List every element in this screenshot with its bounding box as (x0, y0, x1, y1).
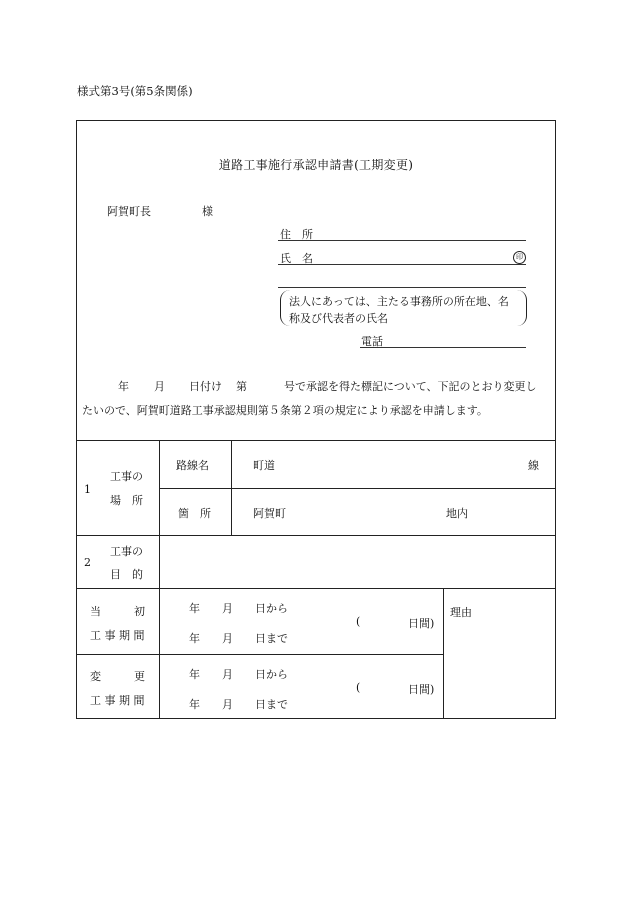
addressee-name: 阿賀町長 (107, 205, 151, 218)
row1-number: 1 (84, 483, 91, 496)
route-prefix: 町道 (253, 459, 275, 472)
name-field-extra[interactable] (278, 287, 526, 288)
corporate-note-line1: 法人にあっては、主たる事務所の所在地、名 (289, 295, 509, 308)
row1-label-line2: 場 所 (110, 494, 143, 507)
location-suffix: 地内 (446, 507, 468, 520)
row3-days-close: 日間) (408, 617, 435, 630)
body-number-prefix: 第 (236, 380, 247, 393)
row1-bottom-border (76, 535, 556, 536)
row4-days-open: ( (356, 681, 361, 694)
route-column-border (231, 440, 232, 535)
row1-label-line1: 工事の (110, 470, 143, 483)
location-prefix: 阿賀町 (253, 507, 286, 520)
row2-number: 2 (84, 556, 91, 569)
row3-label-line1: 当 初 (90, 605, 145, 618)
phone-label: 電話 (361, 335, 383, 348)
row1-divider (159, 488, 556, 489)
body-line1: 号で承認を得た標記について、下記のとおり変更し (284, 380, 537, 393)
name-label: 氏 名 (280, 252, 313, 265)
table-top-border (76, 440, 556, 441)
row3-days-open: ( (356, 615, 361, 628)
addressee-honorific: 様 (202, 205, 213, 218)
route-suffix: 線 (528, 459, 539, 472)
body-year: 年 (118, 380, 129, 393)
location-label: 箇 所 (178, 507, 211, 520)
seal-mark-icon: 印 (513, 251, 526, 264)
document-title: 道路工事施行承認申請書(工期変更) (218, 158, 414, 172)
body-month: 月 (154, 380, 165, 393)
name-field[interactable] (278, 264, 526, 265)
reason-label: 理由 (450, 606, 472, 619)
row4-days-close: 日間) (408, 683, 435, 696)
body-dated: 日付け (189, 380, 222, 393)
row2-bottom-border (76, 588, 556, 589)
phone-field[interactable] (360, 347, 526, 348)
address-field[interactable] (278, 240, 526, 241)
address-label: 住 所 (280, 228, 313, 241)
row3-bottom-border (76, 654, 443, 655)
corporate-note-line2: 称及び代表者の氏名 (289, 312, 388, 325)
row3-from: 年 月 日から (189, 602, 288, 615)
body-line2: たいので、阿賀町道路工事承認規則第５条第２項の規定により承認を申請します。 (82, 404, 488, 417)
label-column-border (159, 440, 160, 719)
row2-label-line2: 目 的 (110, 568, 143, 581)
row4-to: 年 月 日まで (189, 698, 288, 711)
row4-from: 年 月 日から (189, 668, 288, 681)
row3-to: 年 月 日まで (189, 632, 288, 645)
reason-column-border (443, 588, 444, 719)
row2-label-line1: 工事の (110, 545, 143, 558)
row3-label-line2: 工 事 期 間 (90, 629, 145, 642)
route-label: 路線名 (176, 459, 209, 472)
form-number: 様式第3号(第5条関係) (77, 84, 193, 98)
row4-label-line1: 変 更 (90, 670, 145, 683)
row4-label-line2: 工 事 期 間 (90, 694, 145, 707)
